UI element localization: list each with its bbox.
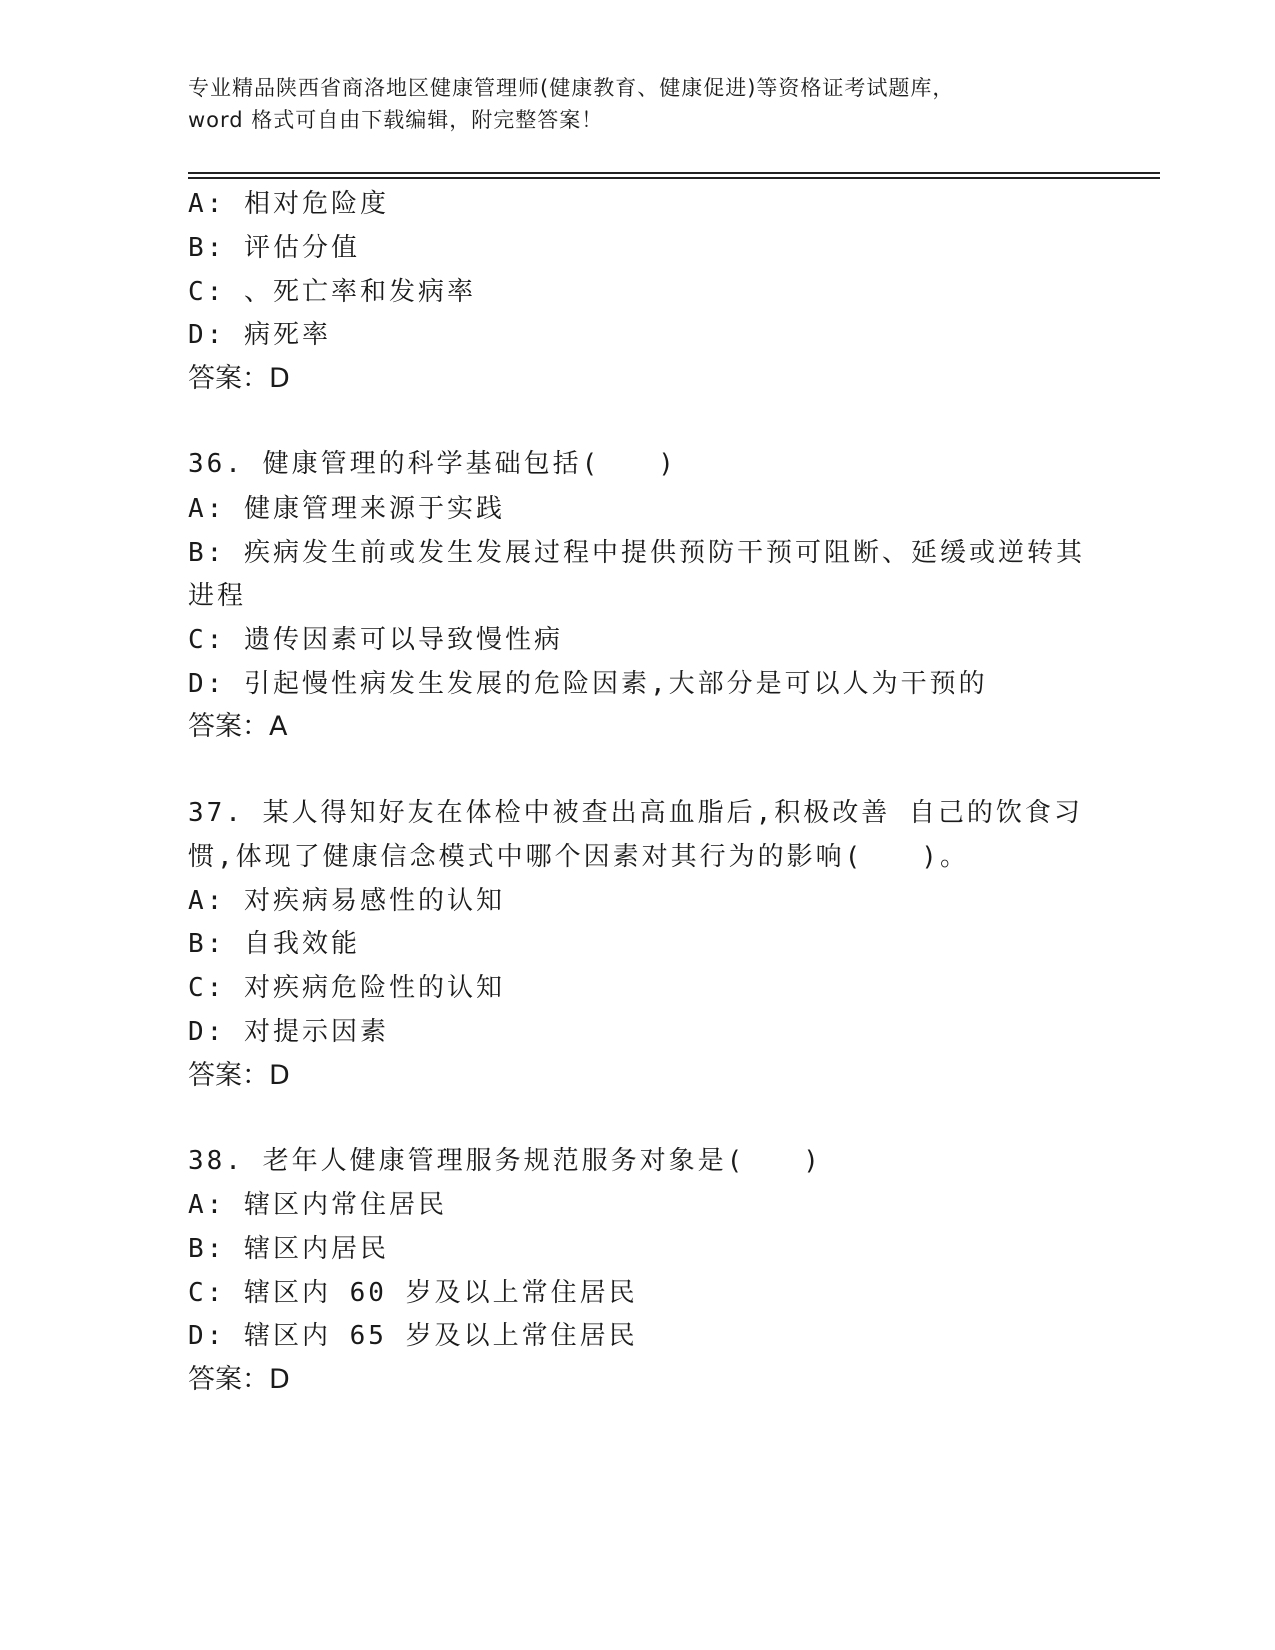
q36-option-b: B: 疾病发生前或发生发展过程中提供预防干预可阻断、延缓或逆转其: [188, 538, 1085, 568]
q38-option-d: D: 辖区内 65 岁及以上常住居民: [188, 1321, 638, 1351]
q36-option-b-continued: 进程: [188, 581, 247, 611]
q35-option-a: A: 相对危险度: [188, 189, 389, 219]
q38-option-a: A: 辖区内常住居民: [188, 1190, 447, 1220]
header-rule-top: [188, 172, 1160, 174]
q36-option-d: D: 引起慢性病发生发展的危险因素,大部分是可以人为干预的: [188, 669, 988, 699]
q38-stem: 38. 老年人健康管理服务规范服务对象是( ): [188, 1146, 822, 1176]
q37-option-c: C: 对疾病危险性的认知: [188, 973, 505, 1003]
q37-stem-line-1: 37. 某人得知好友在体检中被查出高血脂后,积极改善 自己的饮食习: [188, 798, 1083, 828]
q37-option-d: D: 对提示因素: [188, 1017, 389, 1047]
q37-option-b: B: 自我效能: [188, 929, 360, 959]
q37-answer: 答案：D: [188, 1060, 290, 1091]
q35-option-b: B: 评估分值: [188, 233, 360, 263]
q37-option-a: A: 对疾病易感性的认知: [188, 886, 505, 916]
header-rule-bottom: [188, 177, 1160, 179]
document-header-line-1: 专业精品陕西省商洛地区健康管理师(健康教育、健康促进)等资格证考试题库，: [188, 76, 955, 100]
q38-option-b: B: 辖区内居民: [188, 1234, 389, 1264]
q36-answer: 答案：A: [188, 711, 288, 742]
q35-option-c: C: 、死亡率和发病率: [188, 277, 476, 307]
q35-option-d: D: 病死率: [188, 320, 331, 350]
q37-stem-line-2: 惯,体现了健康信念模式中哪个因素对其行为的影响( )。: [188, 842, 969, 872]
q38-answer: 答案：D: [188, 1364, 290, 1395]
document-header-line-2: word 格式可自由下载编辑，附完整答案！: [188, 108, 604, 132]
q38-option-c: C: 辖区内 60 岁及以上常住居民: [188, 1278, 638, 1308]
q35-answer: 答案：D: [188, 363, 290, 394]
q36-stem: 36. 健康管理的科学基础包括( ): [188, 449, 677, 479]
q36-option-c: C: 遗传因素可以导致慢性病: [188, 625, 563, 655]
q36-option-a: A: 健康管理来源于实践: [188, 494, 505, 524]
